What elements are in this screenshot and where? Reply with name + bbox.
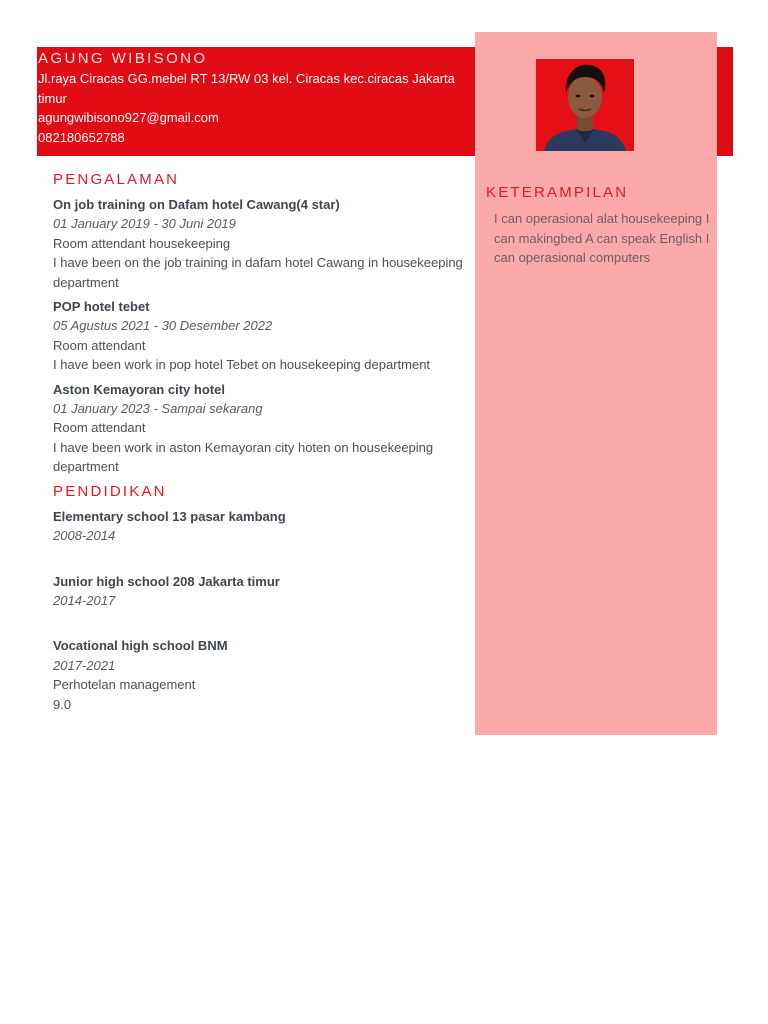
address: Jl.raya Ciracas GG.mebel RT 13/RW 03 kel. Ciracas kec.ciracas Jakarta timur [38, 71, 455, 106]
education-date: 2008-2014 [53, 528, 116, 544]
education-title: Vocational high school BNM [53, 638, 228, 654]
experience-desc: I have been work in pop hotel Tebet on housekeeping department [53, 357, 431, 373]
education-major: Perhotelan management [53, 677, 196, 693]
experience-desc: I have been work in aston Kemayoran city hoten on housekeeping department [53, 439, 434, 475]
experience-item [53, 380, 463, 477]
education-score: 9.0 [53, 696, 72, 712]
experience-role: Room attendant housekeeping [53, 235, 231, 251]
experience-heading: PENGALAMAN [53, 171, 180, 188]
education-heading: PENDIDIKAN [53, 482, 167, 500]
education-item [53, 507, 463, 546]
email: agungwibisono927@gmail.com [38, 110, 219, 125]
experience-item [53, 297, 463, 375]
experience-title: POP hotel tebet [53, 299, 150, 315]
experience-role: Room attendant [53, 337, 146, 353]
person-portrait-icon [536, 59, 634, 151]
experience-role: Room attendant [53, 420, 146, 436]
phone: 082180652788 [38, 129, 125, 145]
main-column [53, 170, 463, 714]
education-title: Elementary school 13 pasar kambang [53, 508, 286, 524]
contact-header [38, 49, 470, 147]
education-item [53, 636, 463, 714]
experience-item [53, 195, 463, 292]
education-date: 2017-2021 [53, 657, 116, 673]
experience-title: Aston Kemayoran city hotel [53, 381, 225, 397]
experience-date: 01 January 2023 - Sampai sekarang [53, 401, 263, 417]
education-item [53, 572, 463, 611]
skills-heading: KETERAMPILAN [486, 184, 629, 201]
skills-text: I can operasional alat housekeeping I can makingbed A can speak English I can operasional computers [494, 211, 710, 265]
experience-desc: I have been on the job training in dafam hotel Cawang in housekeeping department [53, 255, 463, 290]
experience-date: 01 January 2019 - 30 Juni 2019 [53, 216, 236, 232]
education-date: 2014-2017 [53, 592, 116, 608]
education-title: Junior high school 208 Jakarta timur [53, 573, 280, 589]
profile-photo [536, 59, 634, 151]
education-list [53, 507, 463, 714]
experience-list [53, 195, 463, 477]
experience-date: 05 Agustus 2021 - 30 Desember 2022 [53, 318, 273, 334]
experience-title: On job training on Dafam hotel Cawang(4 star) [53, 197, 340, 212]
candidate-name: AGUNG WIBISONO [38, 50, 208, 67]
